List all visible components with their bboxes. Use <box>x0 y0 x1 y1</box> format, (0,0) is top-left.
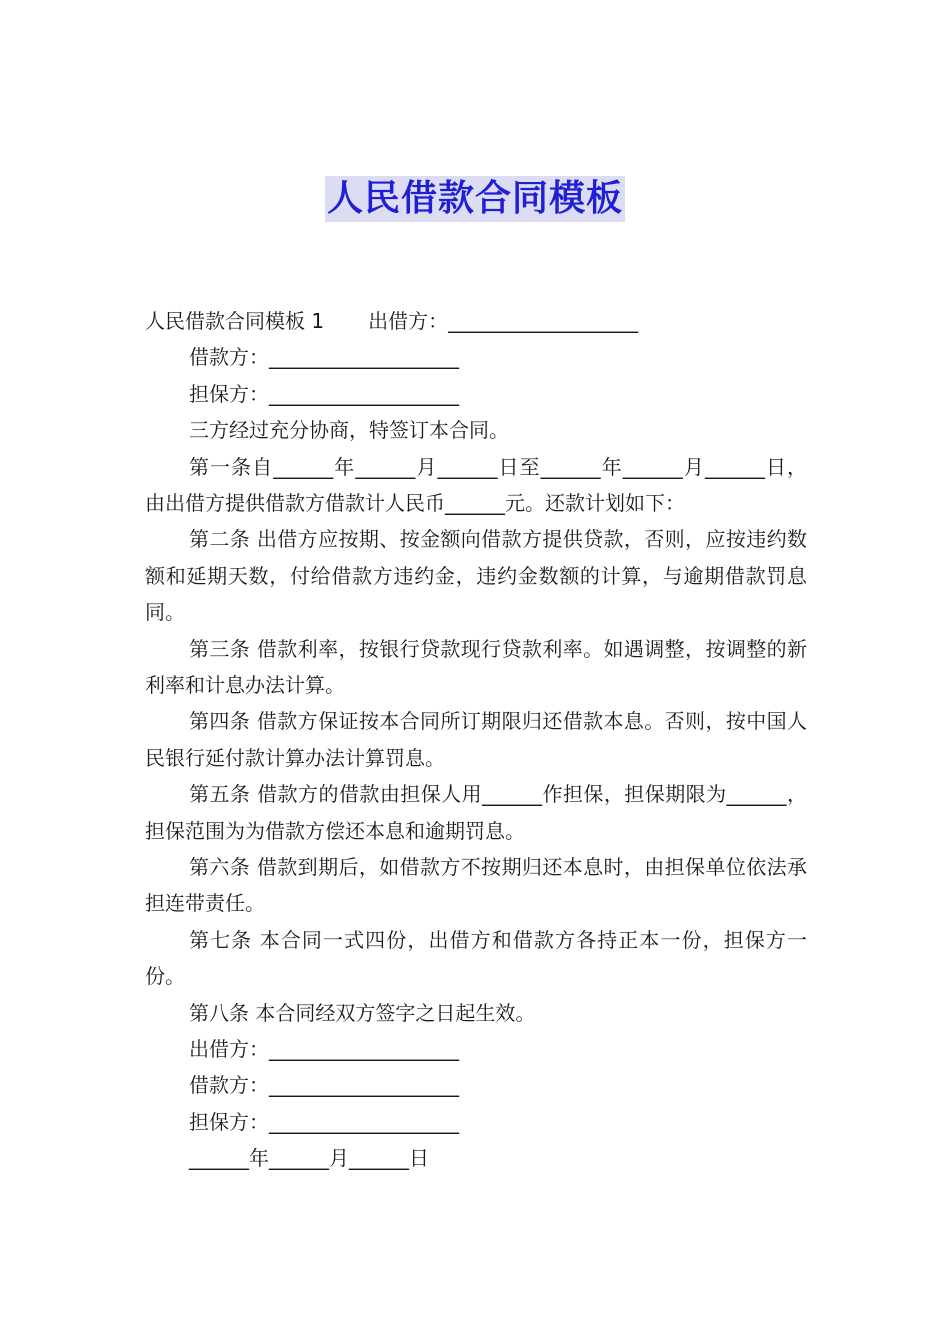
header-line <box>145 303 807 339</box>
date-line: ______年______月______日 <box>189 1146 429 1171</box>
article-2: 第二条 出借方应按期、按金额向借款方提供贷款，否则，应按违约数额和延期天数，付给借款方违约金，违约金数额的计算，与逾期借款罚息同。 <box>145 527 807 625</box>
document-title: 人民借款合同模板 <box>325 176 625 222</box>
title-container <box>0 176 950 222</box>
lender-field-top: 出借方：___________________ <box>368 309 639 333</box>
article-5: 第五条 借款方的借款由担保人用______作担保，担保期限为______，担保范围为为借款方偿还本息和逾期罚息。 <box>145 782 807 843</box>
guarantor-field-bottom: 担保方：___________________ <box>189 1109 459 1134</box>
article-3: 第三条 借款利率，按银行贷款现行贷款利率。如遇调整，按调整的新利率和计息办法计算。 <box>145 636 807 697</box>
borrower-field-top: 借款方：___________________ <box>189 345 459 370</box>
intro-paragraph: 三方经过充分协商，特签订本合同。 <box>189 418 509 443</box>
article-4: 第四条 借款方保证按本合同所订期限归还借款本息。否则，按中国人民银行延付款计算办法计算罚息。 <box>145 709 807 770</box>
document-body <box>145 303 807 1177</box>
guarantor-field-top: 担保方：___________________ <box>189 381 459 406</box>
borrower-field-bottom: 借款方：___________________ <box>189 1073 459 1098</box>
article-7: 第七条 本合同一式四份，出借方和借款方各持正本一份，担保方一份。 <box>145 927 807 989</box>
article-6: 第六条 借款到期后，如借款方不按期归还本息时，由担保单位依法承担连带责任。 <box>145 855 807 916</box>
header-label: 人民借款合同模板 1 <box>145 309 325 333</box>
article-8: 第八条 本合同经双方签字之日起生效。 <box>189 1000 536 1025</box>
article-1: 第一条自______年______月______日至______年______月______日，由出借方提供借款方借款计人民币______元。还款计划如下： <box>145 454 807 515</box>
lender-field-bottom: 出借方：___________________ <box>189 1037 459 1062</box>
